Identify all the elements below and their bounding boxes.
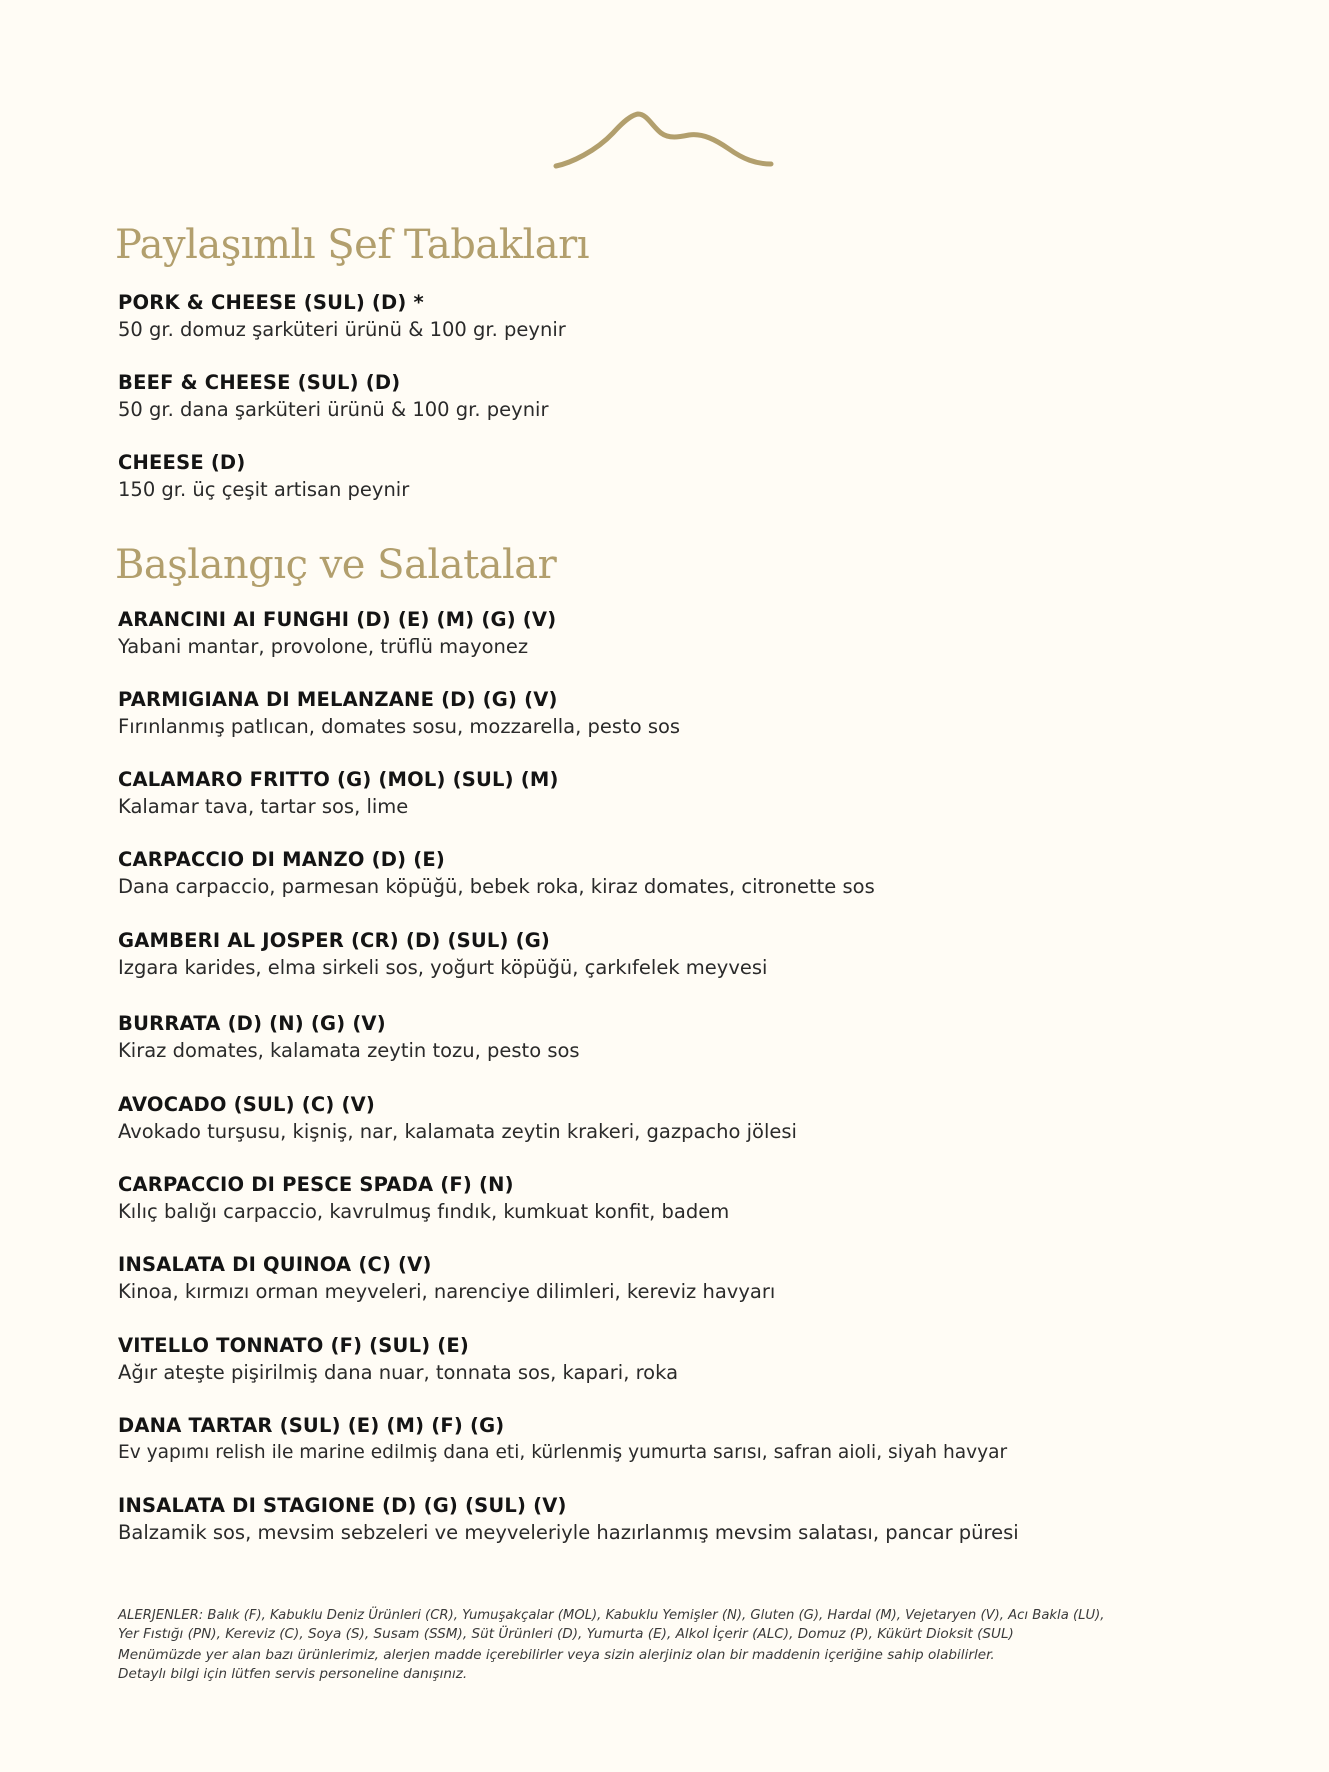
menu-item bbox=[118, 1171, 729, 1225]
menu-item bbox=[118, 1332, 678, 1386]
menu-item bbox=[118, 369, 549, 423]
menu-item-description: Yabani mantar, provolone, trüflü mayonez bbox=[118, 635, 529, 658]
menu-item-name: BEEF & CHEESE (SUL) (D) bbox=[118, 371, 401, 394]
menu-item-name: INSALATA DI STAGIONE (D) (G) (SUL) (V) bbox=[118, 1494, 567, 1517]
menu-item-description: Ev yapımı relish ile marine edilmiş dana eti, kürlenmiş yumurta sarısı, safran aioli, siyah havyar bbox=[118, 1442, 1008, 1463]
menu-item-description: Balzamik sos, mevsim sebzeleri ve meyveleriyle hazırlanmış mevsim salatası, pancar püresi bbox=[118, 1521, 1019, 1544]
menu-item bbox=[118, 449, 409, 503]
menu-item bbox=[118, 846, 875, 900]
allergen-note-line: Detaylı bilgi için lütfen servis personeline danışınız. bbox=[118, 1666, 468, 1682]
menu-item-name: CALAMARO FRITTO (G) (MOL) (SUL) (M) bbox=[118, 768, 559, 791]
menu-item-description: Fırınlanmış patlıcan, domates sosu, mozzarella, pesto sos bbox=[118, 715, 681, 738]
menu-item-name: BURRATA (D) (N) (G) (V) bbox=[118, 1012, 386, 1035]
menu-item-description: Kiraz domates, kalamata zeytin tozu, pesto sos bbox=[118, 1039, 580, 1062]
wave-mountain-logo-icon bbox=[551, 106, 777, 172]
menu-item-description: Avokado turşusu, kişniş, nar, kalamata zeytin krakeri, gazpacho jölesi bbox=[118, 1120, 797, 1143]
menu-item-name: AVOCADO (SUL) (C) (V) bbox=[118, 1093, 376, 1116]
menu-item-name: DANA TARTAR (SUL) (E) (M) (F) (G) bbox=[118, 1414, 505, 1437]
menu-item bbox=[118, 1091, 797, 1145]
menu-item bbox=[118, 289, 566, 343]
section-title-starters-salads: Başlangıç ve Salatalar bbox=[115, 542, 557, 588]
menu-item bbox=[118, 766, 559, 820]
menu-item-description: Kinoa, kırmızı orman meyveleri, narenciye dilimleri, kereviz havyarı bbox=[118, 1280, 776, 1303]
menu-item bbox=[118, 927, 767, 981]
menu-item bbox=[118, 1492, 1019, 1546]
menu-item-name: CARPACCIO DI PESCE SPADA (F) (N) bbox=[118, 1173, 514, 1196]
section-title-shared-plates: Paylaşımlı Şef Tabakları bbox=[115, 222, 590, 268]
menu-item-description: 150 gr. üç çeşit artisan peynir bbox=[118, 478, 410, 501]
menu-item-description: 50 gr. dana şarküteri ürünü & 100 gr. peynir bbox=[118, 398, 549, 421]
menu-item-description: Kalamar tava, tartar sos, lime bbox=[118, 795, 409, 818]
menu-item-description: Ağır ateşte pişirilmiş dana nuar, tonnata sos, kapari, roka bbox=[118, 1361, 679, 1384]
menu-item-description: Dana carpaccio, parmesan köpüğü, bebek roka, kiraz domates, citronette sos bbox=[118, 875, 875, 898]
menu-item-name: VITELLO TONNATO (F) (SUL) (E) bbox=[118, 1334, 470, 1357]
menu-item-name: INSALATA DI QUINOA (C) (V) bbox=[118, 1253, 432, 1276]
menu-item-name: CHEESE (D) bbox=[118, 451, 246, 474]
menu-item-name: ARANCINI AI FUNGHI (D) (E) (M) (G) (V) bbox=[118, 608, 557, 631]
allergen-legend-line: ALERJENLER: Balık (F), Kabuklu Deniz Ürünleri (CR), Yumuşakçalar (MOL), Kabuklu Yemişler (N), Gluten (G), Hardal (M), Vejetaryen (V), Acı Bakla (LU), bbox=[118, 1608, 1105, 1623]
menu-item bbox=[118, 1412, 1007, 1466]
menu-item-name: GAMBERI AL JOSPER (CR) (D) (SUL) (G) bbox=[118, 929, 551, 952]
menu-item-name: PORK & CHEESE (SUL) (D) * bbox=[118, 291, 424, 314]
menu-item-name: PARMIGIANA DI MELANZANE (D) (G) (V) bbox=[118, 688, 558, 711]
allergen-note-line: Menümüzde yer alan bazı ürünlerimiz, alerjen madde içerebilirler veya sizin alerjiniz olan bir maddenin içeriğine sahip olabilirler. bbox=[118, 1647, 995, 1663]
menu-item-description: 50 gr. domuz şarküteri ürünü & 100 gr. peynir bbox=[118, 318, 566, 341]
allergen-footer bbox=[118, 1606, 1104, 1684]
menu-item-name: CARPACCIO DI MANZO (D) (E) bbox=[118, 848, 445, 871]
menu-item bbox=[118, 606, 556, 660]
menu-item-description: Kılıç balığı carpaccio, kavrulmuş fındık, kumkuat konfit, badem bbox=[118, 1200, 730, 1223]
menu-item-description: Izgara karides, elma sirkeli sos, yoğurt köpüğü, çarkıfelek meyvesi bbox=[118, 956, 768, 979]
menu-item bbox=[118, 1010, 580, 1064]
menu-item bbox=[118, 686, 680, 740]
menu-item bbox=[118, 1251, 775, 1305]
allergen-legend-line: Yer Fıstığı (PN), Kereviz (C), Soya (S), Susam (SSM), Süt Ürünleri (D), Yumurta (E), Alkol İçerir (ALC), Domuz (P), Kükürt Dioksit (SUL) bbox=[118, 1626, 1014, 1642]
